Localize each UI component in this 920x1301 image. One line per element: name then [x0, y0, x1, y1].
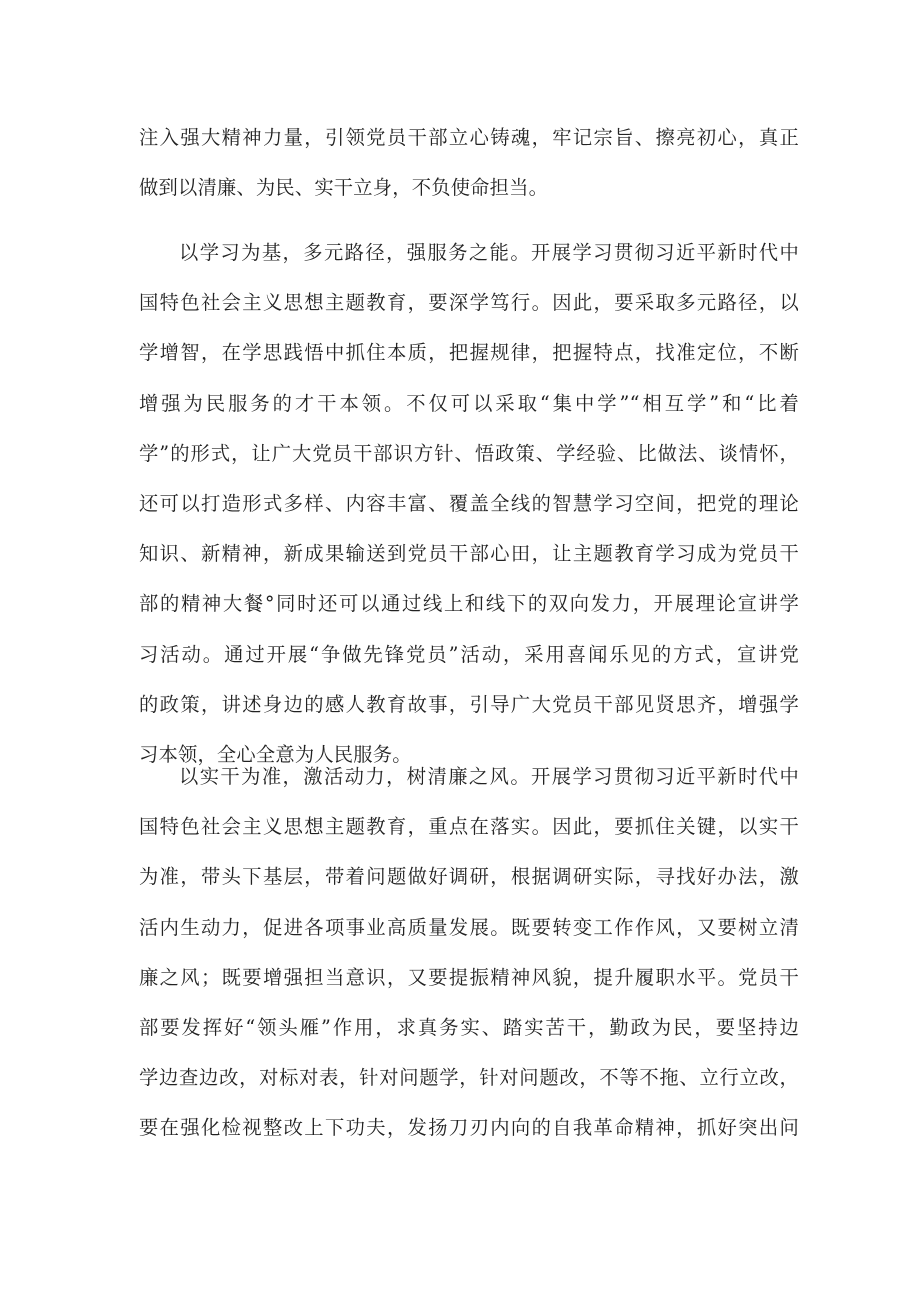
text-line: 做到以清廉、为民、实干立身，不负使命担当。 — [139, 176, 549, 200]
paragraph-intro-continuation — [139, 113, 799, 213]
text-line: 以实干为准，激活动力，树清廉之风。开展学习贯彻习近平新时代中 — [179, 765, 799, 788]
text-line: 为准，带头下基层，带着问题做好调研，根据调研实际，寻找好办法，激 — [139, 865, 799, 889]
text-line: 国特色社会主义思想主题教育，重点在落实。因此，要抓住关键，以实干 — [139, 815, 799, 839]
paragraph-study — [139, 228, 799, 780]
text-line: 知识、新精神，新成果输送到党员干部心田，让主题教育学习成为党员干 — [139, 542, 799, 566]
text-line: 以学习为基，多元路径，强服务之能。开展学习贯彻习近平新时代中 — [179, 241, 799, 264]
text-line: 增强为民服务的才干本领。不仅可以采取“集中学”“相互学”和“比着 — [139, 391, 799, 415]
text-line: 学增智，在学思践悟中抓住本质，把握规律，把握特点，找准定位，不断 — [139, 341, 799, 365]
text-line: 注入强大精神力量，引领党员干部立心铸魂，牢记宗旨、擦亮初心，真正 — [139, 126, 799, 149]
text-line: 部的精神大餐°同时还可以通过线上和线下的双向发力，开展理论宣讲学 — [139, 592, 799, 616]
text-line: 部要发挥好“领头雁”作用，求真务实、踏实苦干，勤政为民，要坚持边 — [139, 1015, 799, 1039]
paragraph-practice — [139, 752, 799, 1154]
text-line: 习本领，全心全意为人民服务。 — [139, 742, 412, 766]
text-line: 活内生动力，促进各项事业高质量发展。既要转变工作作风，又要树立清 — [139, 915, 799, 939]
text-line: 学边查边改，对标对表，针对问题学，针对问题改，不等不拖、立行立改， — [139, 1066, 799, 1090]
text-line: 学”的形式，让广大党员干部识方针、悟政策、学经验、比做法、谈情怀， — [139, 441, 799, 465]
text-line: 廉之风；既要增强担当意识，又要提振精神风貌，提升履职水平。党员干 — [139, 965, 799, 989]
text-line: 习活动。通过开展“争做先锋党员”活动，采用喜闻乐见的方式，宣讲党 — [139, 642, 799, 666]
text-line: 国特色社会主义思想主题教育，要深学笃行。因此，要采取多元路径，以 — [139, 291, 799, 315]
text-line: 要在强化检视整改上下功夫，发扬刀刃内向的自我革命精神，抓好突出问 — [139, 1116, 799, 1140]
text-line: 的政策，讲述身边的感人教育故事，引导广大党员干部见贤思齐，增强学 — [139, 692, 799, 716]
text-line: 还可以打造形式多样、内容丰富、覆盖全线的智慧学习空间，把党的理论 — [139, 491, 799, 515]
